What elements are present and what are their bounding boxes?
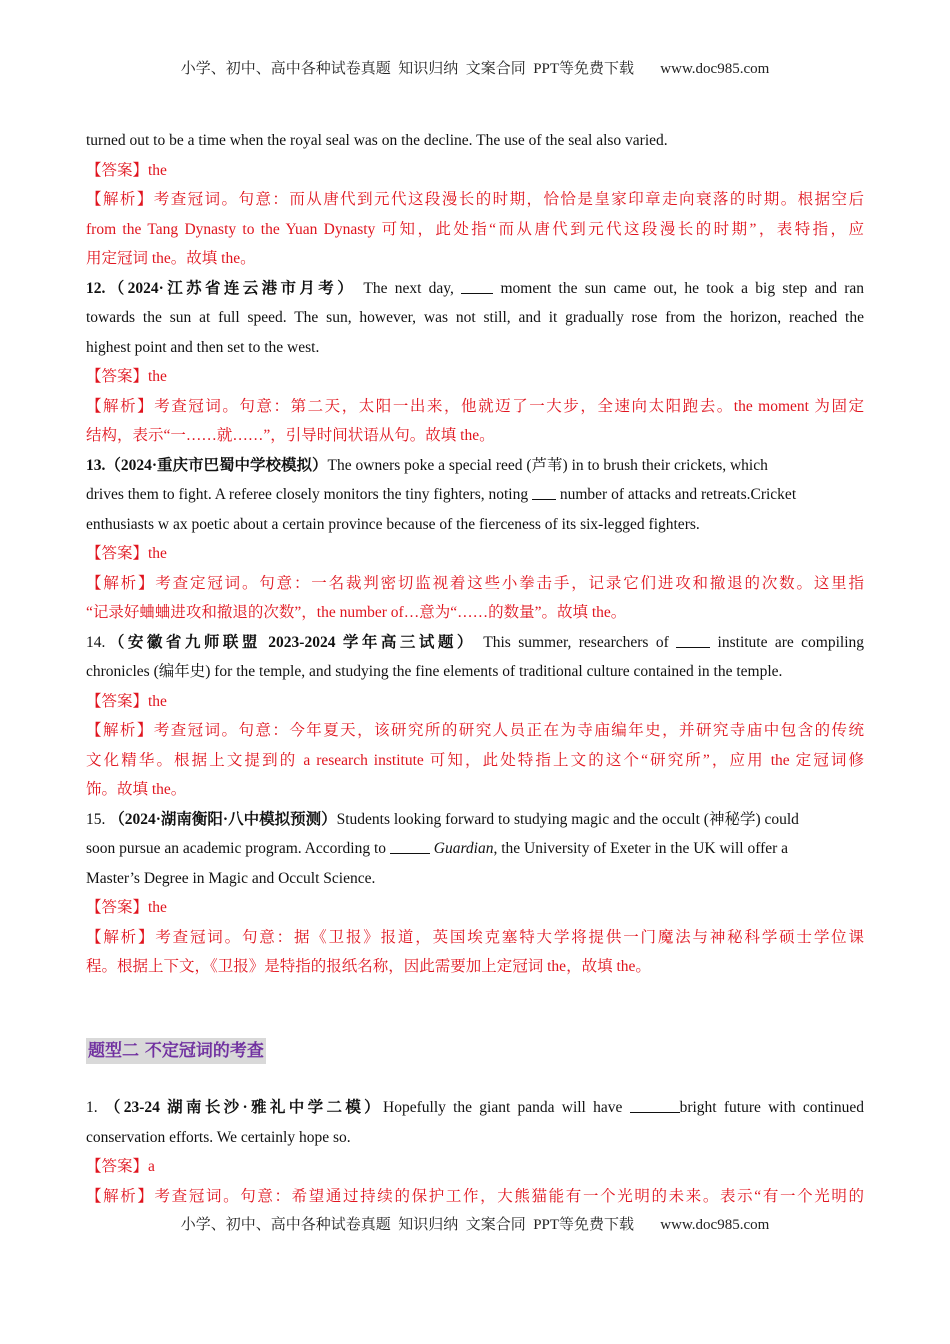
question-15 — [86, 805, 864, 835]
question-number: 1. — [86, 1099, 98, 1116]
question-12 — [86, 274, 864, 304]
question-text: bright future with continued — [679, 1099, 864, 1116]
question-number: 13. — [86, 456, 106, 474]
question-text — [86, 834, 864, 864]
question-text: The owners poke a special reed (芦苇) in to brush their crickets, which — [327, 456, 768, 474]
question-number: 14. — [86, 633, 106, 651]
analysis-line: 【解析】考查冠词。句意：据《卫报》报道，英国埃克塞特大学将提供一门魔法与神秘科学硕士学位课 — [86, 928, 864, 946]
question-source: （23-24 湖南长沙·雅礼中学二模） — [104, 1099, 384, 1116]
question-text — [86, 480, 864, 510]
newspaper-title: Guardian — [433, 840, 494, 857]
question-text: , the University of Exeter in the UK will offer a — [493, 840, 789, 857]
question-text: chronicles (编年史) for the temple, and studying the fine elements of traditional culture contained in the temple. — [86, 663, 783, 680]
question-text: soon pursue an academic program. According to — [86, 840, 387, 857]
question-text: This summer, researchers of — [483, 633, 669, 651]
question-text: turned out to be a time when the royal seal was on the decline. The use of the seal also varied. — [86, 132, 668, 149]
question-14 — [86, 628, 864, 658]
page-footer: 小学、初中、高中各种试卷真题 知识归纳 文案合同 PPT等免费下载 www.doc985.com — [180, 1217, 770, 1233]
question-text: Hopefully the giant panda will have — [383, 1099, 623, 1116]
analysis-line: 用定冠词 the。故填 the。 — [86, 250, 256, 267]
question-text: enthusiasts w ax poetic about a certain province because of the fierceness of its six-legged fighters. — [86, 515, 700, 533]
question-text: The next day, — [363, 279, 454, 297]
question-number: 15. — [86, 810, 106, 828]
analysis-line: 【解析】考查冠词。句意：今年夏天，该研究所的研究人员正在为寺庙编年史，并研究寺庙中包含的传统 — [86, 722, 864, 739]
answer-blank — [390, 838, 430, 854]
answer-blank — [676, 632, 710, 648]
analysis-line: from the Tang Dynasty to the Yuan Dynasty 可知，此处指“而从唐代到元代这段漫长的时期”，表特指，应 — [86, 220, 864, 238]
answer-line: 【答案】the — [86, 545, 167, 562]
answer-line: 【答案】a — [86, 1158, 155, 1175]
section2-question-1 — [86, 1093, 864, 1123]
question-text: conservation efforts. We certainly hope so. — [86, 1128, 351, 1146]
analysis-line: 【解析】考查冠词。句意：而从唐代到元代这段漫长的时期，恰恰是皇家印章走向衰落的时期。根据空后 — [86, 191, 864, 208]
analysis-line: 结构，表示“一……就……”，引导时间状语从句。故填 the。 — [86, 427, 495, 444]
section-heading: 题型二 不定冠词的考查 — [86, 1038, 266, 1064]
question-source: （2024·江苏省连云港市月考） — [105, 279, 357, 297]
analysis-line: 【解析】考查冠词。句意：第二天，太阳一出来，他就迈了一大步，全速向太阳跑去。the moment 为固定 — [86, 397, 864, 415]
question-text: drives them to fight. A referee closely monitors the tiny fighters, noting — [86, 486, 529, 503]
answer-line: 【答案】the — [86, 368, 167, 385]
section-two-body — [86, 1093, 864, 1211]
question-text: highest point and then set to the west. — [86, 338, 320, 356]
question-text: moment the sun came out, he took a big step and ran — [500, 279, 865, 297]
analysis-line: 饰。故填 the。 — [86, 781, 187, 798]
answer-line: 【答案】the — [86, 692, 167, 710]
answer-blank — [532, 484, 556, 500]
question-text: towards the sun at full speed. The sun, however, was not still, and it gradually rose from the horizon, reached the — [86, 309, 864, 326]
analysis-line: 【解析】考查定冠词。句意：一名裁判密切监视着这些小拳击手，记录它们进攻和撤退的次数。这里指 — [86, 574, 864, 592]
question-number: 12. — [86, 279, 106, 297]
answer-line: 【答案】the — [86, 161, 167, 179]
answer-blank — [630, 1097, 680, 1113]
analysis-line: 程。根据上下文，《卫报》是特指的报纸名称，因此需要加上定冠词 the，故填 the。 — [86, 958, 651, 975]
question-source: （安徽省九师联盟 2023-2024 学年高三试题） — [105, 633, 476, 651]
question-source: （2024·湖南衡阳·八中模拟预测） — [109, 810, 337, 828]
document-body — [86, 126, 864, 982]
question-text: Students looking forward to studying magic and the occult (神秘学) could — [336, 810, 799, 828]
question-text: institute are compiling — [717, 633, 865, 651]
question-source: （2024·重庆市巴蜀中学校模拟） — [105, 456, 328, 474]
analysis-line: 【解析】考查冠词。句意：希望通过持续的保护工作，大熊猫能有一个光明的未来。表示“有一个光明的 — [86, 1187, 864, 1205]
analysis-line: “记录好蛐蛐进攻和撤退的次数”，the number of…意为“……的数量”。故填 the。 — [86, 604, 627, 621]
page-header: 小学、初中、高中各种试卷真题 知识归纳 文案合同 PPT等免费下载 www.doc985.com — [180, 61, 770, 77]
question-text: number of attacks and retreats.Cricket — [559, 486, 797, 503]
answer-blank — [461, 278, 493, 294]
question-13 — [86, 451, 864, 481]
question-text: Master’s Degree in Magic and Occult Science. — [86, 869, 376, 887]
answer-line: 【答案】the — [86, 899, 167, 916]
analysis-line: 文化精华。根据上文提到的 a research institute 可知，此处特指上文的这个“研究所”，应用 the 定冠词修 — [86, 751, 864, 769]
